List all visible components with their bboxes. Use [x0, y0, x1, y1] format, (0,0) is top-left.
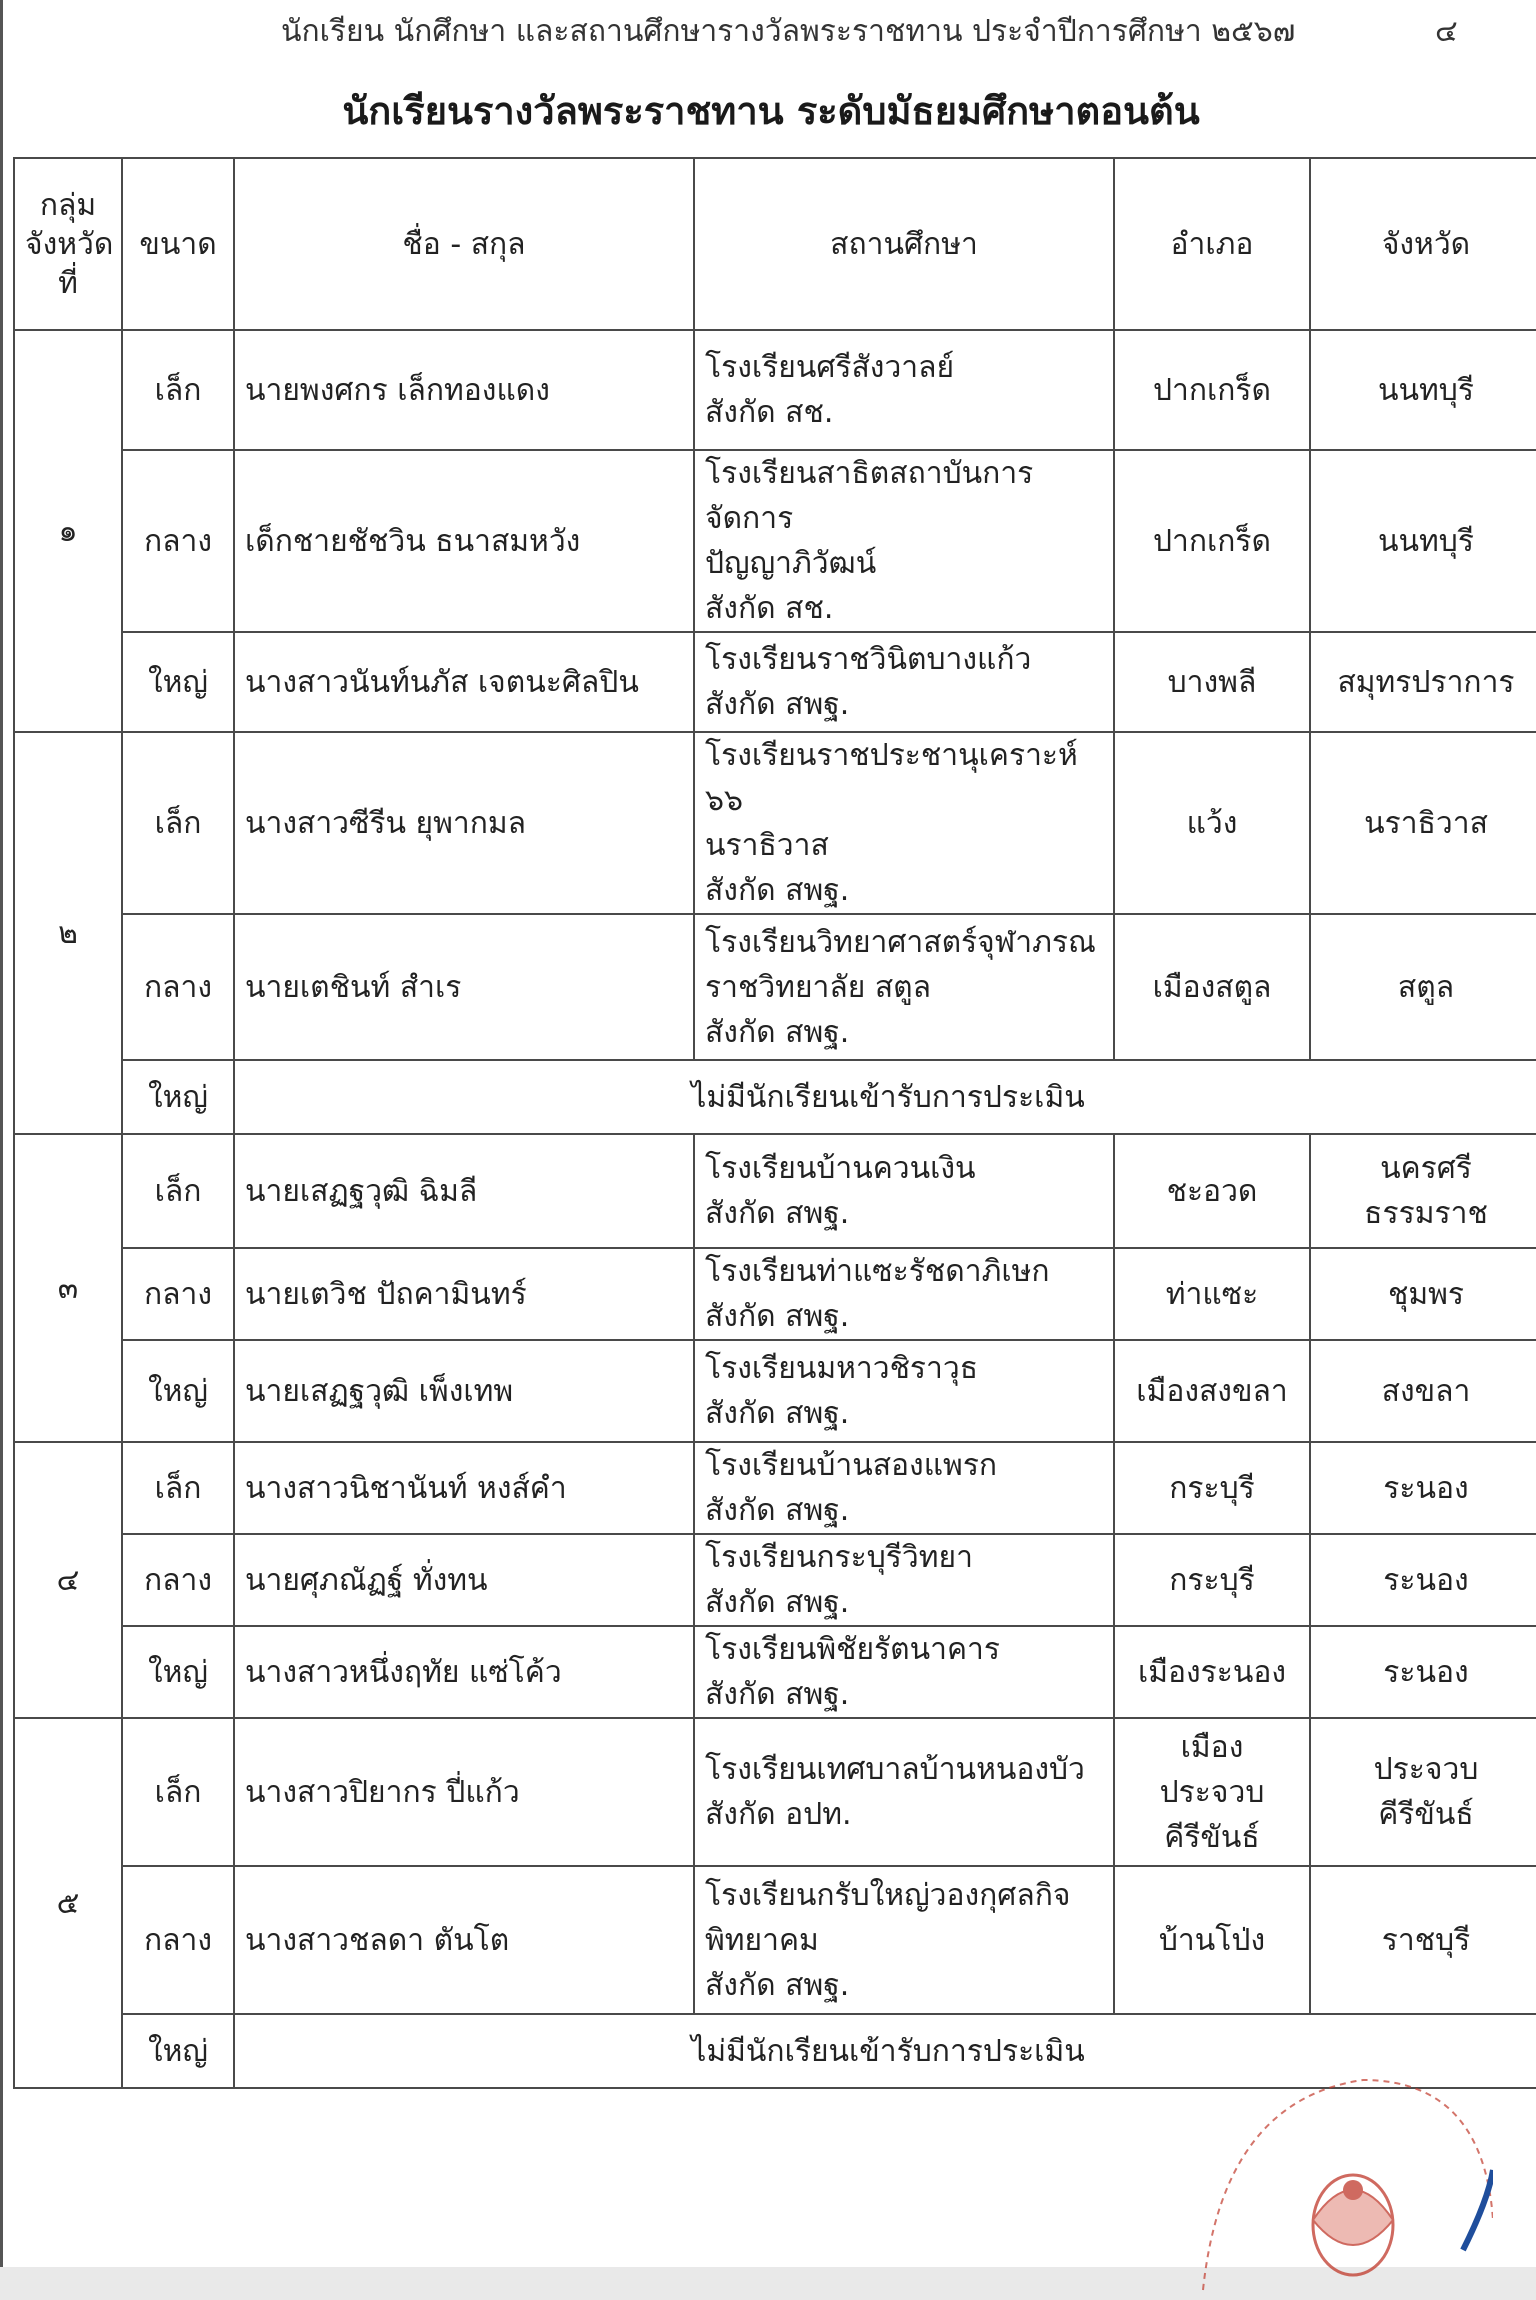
- header-name: ชื่อ - สกุล: [234, 158, 694, 330]
- province-line: ประจวบ: [1373, 1752, 1479, 1787]
- school-line: สังกัด สช.: [705, 591, 834, 626]
- size-cell: ใหญ่: [122, 1340, 234, 1442]
- school-line: โรงเรียนราชประชานุเคราะห์ ๖๖: [705, 738, 1078, 818]
- province-line: ชุมพร: [1387, 1276, 1465, 1312]
- student-name: นางสาวนิชานันท์ หงส์คำ: [234, 1442, 694, 1534]
- district-cell: [1114, 1442, 1310, 1534]
- province-cell: [1310, 1866, 1536, 2014]
- province-cell: [1310, 1534, 1536, 1626]
- school-cell: [694, 1626, 1114, 1718]
- header-group-line: ที่: [58, 265, 78, 301]
- province-line: สมุทรปราการ: [1337, 664, 1515, 700]
- school-line: โรงเรียนพิชัยรัตนาคาร: [705, 1632, 1001, 1667]
- province-line: ระนอง: [1383, 1654, 1469, 1690]
- award-table: [13, 157, 1536, 2089]
- school-line: โรงเรียนเทศบาลบ้านหนองบัว: [705, 1752, 1085, 1787]
- student-name: นางสาวปิยากร ปี่แก้ว: [234, 1718, 694, 1866]
- district-line: กระบุรี: [1169, 1470, 1255, 1506]
- table-body: [14, 330, 1536, 2088]
- group-number: ๒: [14, 732, 122, 1134]
- school-cell: [694, 1248, 1114, 1340]
- district-line: เมืองสตูล: [1152, 969, 1272, 1005]
- district-cell: [1114, 1534, 1310, 1626]
- province-line: นนทบุรี: [1378, 523, 1474, 559]
- district-line: เมืองระนอง: [1137, 1654, 1287, 1690]
- table-row: [14, 450, 1536, 632]
- district-line: ชะอวด: [1166, 1173, 1258, 1209]
- official-seal: [1163, 2040, 1493, 2300]
- district-line: ปากเกร็ด: [1152, 523, 1272, 559]
- header-group-line: จังหวัด: [25, 226, 114, 262]
- size-cell: ใหญ่: [122, 1060, 234, 1134]
- school-line: สังกัด สพฐ.: [705, 1014, 850, 1050]
- school-line: สังกัด สพฐ.: [705, 1585, 850, 1620]
- province-cell: [1310, 1340, 1536, 1442]
- school-line: โรงเรียนท่าแซะรัชดาภิเษก: [705, 1254, 1050, 1289]
- district-cell: [1114, 1866, 1310, 2014]
- header-group: [14, 158, 122, 330]
- school-cell: [694, 1866, 1114, 2014]
- school-line: นราธิวาส: [705, 828, 829, 863]
- school-line: สังกัด สพฐ.: [705, 1396, 850, 1431]
- table-header-row: [14, 158, 1536, 330]
- school-line: สังกัด สช.: [705, 395, 834, 430]
- province-cell: [1310, 1626, 1536, 1718]
- province-line: ธรรมราช: [1364, 1196, 1488, 1231]
- size-cell: กลาง: [122, 450, 234, 632]
- school-cell: [694, 450, 1114, 632]
- province-cell: [1310, 914, 1536, 1060]
- district-line: บ้านโป่ง: [1158, 1922, 1266, 1958]
- table-row: [14, 632, 1536, 732]
- table-row: [14, 1534, 1536, 1626]
- school-line: โรงเรียนศรีสังวาลย์: [705, 350, 955, 385]
- student-name: นายเสฏฐวุฒิ ฉิมลี: [234, 1134, 694, 1248]
- student-name: นายเตวิช ปัถคามินทร์: [234, 1248, 694, 1340]
- school-line: สังกัด สพฐ.: [705, 1196, 850, 1231]
- school-line: สังกัด สพฐ.: [705, 1493, 850, 1528]
- district-cell: [1114, 1718, 1310, 1866]
- no-student-note: ไม่มีนักเรียนเข้ารับการประเมิน: [234, 2014, 1536, 2088]
- size-cell: กลาง: [122, 1248, 234, 1340]
- header-district: อำเภอ: [1114, 158, 1310, 330]
- district-line: บางพลี: [1167, 664, 1257, 700]
- school-line: โรงเรียนกระบุรีวิทยา: [705, 1540, 973, 1575]
- student-name: นางสาวหนึ่งฤทัย แซ่โค้ว: [234, 1626, 694, 1718]
- page-number: ๔: [1435, 14, 1458, 49]
- student-name: นายเตชินท์ สำเร: [234, 914, 694, 1060]
- header-group-line: กลุ่ม: [39, 187, 97, 223]
- province-line: คีรีขันธ์: [1378, 1797, 1474, 1832]
- province-cell: [1310, 1134, 1536, 1248]
- district-line: เมือง: [1180, 1729, 1244, 1765]
- student-name: นางสาวซีรีน ยุพากมล: [234, 732, 694, 914]
- district-line: ประจวบ: [1159, 1774, 1265, 1810]
- student-name: เด็กชายชัชวิน ธนาสมหวัง: [234, 450, 694, 632]
- school-cell: [694, 732, 1114, 914]
- page-title: นักเรียนรางวัลพระราชทาน ระดับมัธยมศึกษาตอนต้น: [342, 89, 1200, 133]
- school-line: โรงเรียนบ้านควนเงิน: [705, 1151, 976, 1186]
- province-line: ระนอง: [1383, 1562, 1469, 1598]
- signature-mark: [1463, 2170, 1493, 2250]
- province-cell: [1310, 1442, 1536, 1534]
- district-cell: [1114, 1626, 1310, 1718]
- size-cell: เล็ก: [122, 1442, 234, 1534]
- district-cell: [1114, 450, 1310, 632]
- province-line: นราธิวาส: [1364, 805, 1488, 841]
- header-title: นักเรียน นักศึกษา และสถานศึกษารางวัลพระราชทาน ประจำปีการศึกษา ๒๕๖๗: [281, 14, 1296, 49]
- school-line: ปัญญาภิวัฒน์: [705, 546, 877, 581]
- school-cell: [694, 1718, 1114, 1866]
- school-line: โรงเรียนบ้านสองแพรก: [705, 1448, 998, 1483]
- group-number: ๓: [14, 1134, 122, 1442]
- student-name: นางสาวชลดา ตันโต: [234, 1866, 694, 2014]
- table-row: [14, 1134, 1536, 1248]
- school-line: สังกัด สพฐ.: [705, 1967, 850, 2003]
- group-number: ๕: [14, 1718, 122, 2088]
- table-row: [14, 1626, 1536, 1718]
- table-row: [14, 1248, 1536, 1340]
- school-cell: [694, 1134, 1114, 1248]
- header-province: จังหวัด: [1310, 158, 1536, 330]
- header-size: ขนาด: [122, 158, 234, 330]
- group-number: ๑: [14, 330, 122, 732]
- school-cell: [694, 1534, 1114, 1626]
- no-student-note: ไม่มีนักเรียนเข้ารับการประเมิน: [234, 1060, 1536, 1134]
- table-row: [14, 914, 1536, 1060]
- school-cell: [694, 330, 1114, 450]
- school-line: พิทยาคม: [705, 1922, 819, 1958]
- school-cell: [694, 1340, 1114, 1442]
- school-line: สังกัด สพฐ.: [705, 687, 850, 722]
- table-row: [14, 1866, 1536, 2014]
- province-line: นนทบุรี: [1378, 372, 1474, 408]
- district-line: ปากเกร็ด: [1152, 372, 1272, 408]
- school-line: โรงเรียนวิทยาศาสตร์จุฬาภรณ: [705, 924, 1096, 960]
- district-cell: [1114, 330, 1310, 450]
- province-cell: [1310, 632, 1536, 732]
- province-cell: [1310, 450, 1536, 632]
- garuda-emblem: [1313, 2175, 1393, 2275]
- size-cell: กลาง: [122, 1534, 234, 1626]
- province-line: สตูล: [1397, 969, 1455, 1005]
- school-line: โรงเรียนสาธิตสถาบันการจัดการ: [705, 456, 1034, 536]
- group-number: ๔: [14, 1442, 122, 1718]
- school-line: สังกัด สพฐ.: [705, 1677, 850, 1712]
- school-line: สังกัด สพฐ.: [705, 873, 850, 908]
- table-row: [14, 1718, 1536, 1866]
- district-line: แว้ง: [1186, 805, 1238, 841]
- size-cell: ใหญ่: [122, 2014, 234, 2088]
- province-line: ระนอง: [1383, 1470, 1469, 1506]
- table-row: [14, 1340, 1536, 1442]
- school-line: โรงเรียนมหาวชิราวุธ: [705, 1351, 979, 1386]
- header-school: สถานศึกษา: [694, 158, 1114, 330]
- size-cell: เล็ก: [122, 1718, 234, 1866]
- district-cell: [1114, 632, 1310, 732]
- student-name: นายเสฏฐวุฒิ เพ็งเทพ: [234, 1340, 694, 1442]
- province-cell: [1310, 1718, 1536, 1866]
- student-name: นางสาวนันท์นภัส เจตนะศิลปิน: [234, 632, 694, 732]
- school-cell: [694, 914, 1114, 1060]
- district-cell: [1114, 1134, 1310, 1248]
- table-row: [14, 732, 1536, 914]
- province-line: สงขลา: [1381, 1373, 1471, 1409]
- size-cell: ใหญ่: [122, 632, 234, 732]
- size-cell: กลาง: [122, 914, 234, 1060]
- school-line: ราชวิทยาลัย สตูล: [705, 969, 932, 1005]
- student-name: นายพงศกร เล็กทองแดง: [234, 330, 694, 450]
- province-cell: [1310, 330, 1536, 450]
- size-cell: ใหญ่: [122, 1626, 234, 1718]
- district-line: คีรีขันธ์: [1164, 1819, 1260, 1855]
- district-cell: [1114, 914, 1310, 1060]
- table-row: [14, 330, 1536, 450]
- school-line: โรงเรียนราชวินิตบางแก้ว: [705, 642, 1032, 677]
- district-cell: [1114, 1248, 1310, 1340]
- school-cell: [694, 1442, 1114, 1534]
- size-cell: เล็ก: [122, 732, 234, 914]
- district-cell: [1114, 732, 1310, 914]
- district-line: ท่าแซะ: [1165, 1276, 1259, 1312]
- size-cell: กลาง: [122, 1866, 234, 2014]
- district-line: เมืองสงขลา: [1136, 1373, 1288, 1409]
- table-row: [14, 1442, 1536, 1534]
- table-row: [14, 1060, 1536, 1134]
- school-line: สังกัด สพฐ.: [705, 1299, 850, 1334]
- running-header: [3, 8, 1536, 48]
- district-line: กระบุรี: [1169, 1562, 1255, 1598]
- district-cell: [1114, 1340, 1310, 1442]
- size-cell: เล็ก: [122, 330, 234, 450]
- school-line: โรงเรียนกรับใหญ่วองกุศลกิจ: [705, 1877, 1071, 1913]
- province-cell: [1310, 732, 1536, 914]
- province-line: ราชบุรี: [1381, 1922, 1471, 1958]
- school-line: สังกัด อปท.: [705, 1797, 852, 1832]
- student-name: นายศุภณัฏฐ์ ทั่งทน: [234, 1534, 694, 1626]
- province-cell: [1310, 1248, 1536, 1340]
- school-cell: [694, 632, 1114, 732]
- size-cell: เล็ก: [122, 1134, 234, 1248]
- province-line: นครศรี: [1380, 1151, 1472, 1186]
